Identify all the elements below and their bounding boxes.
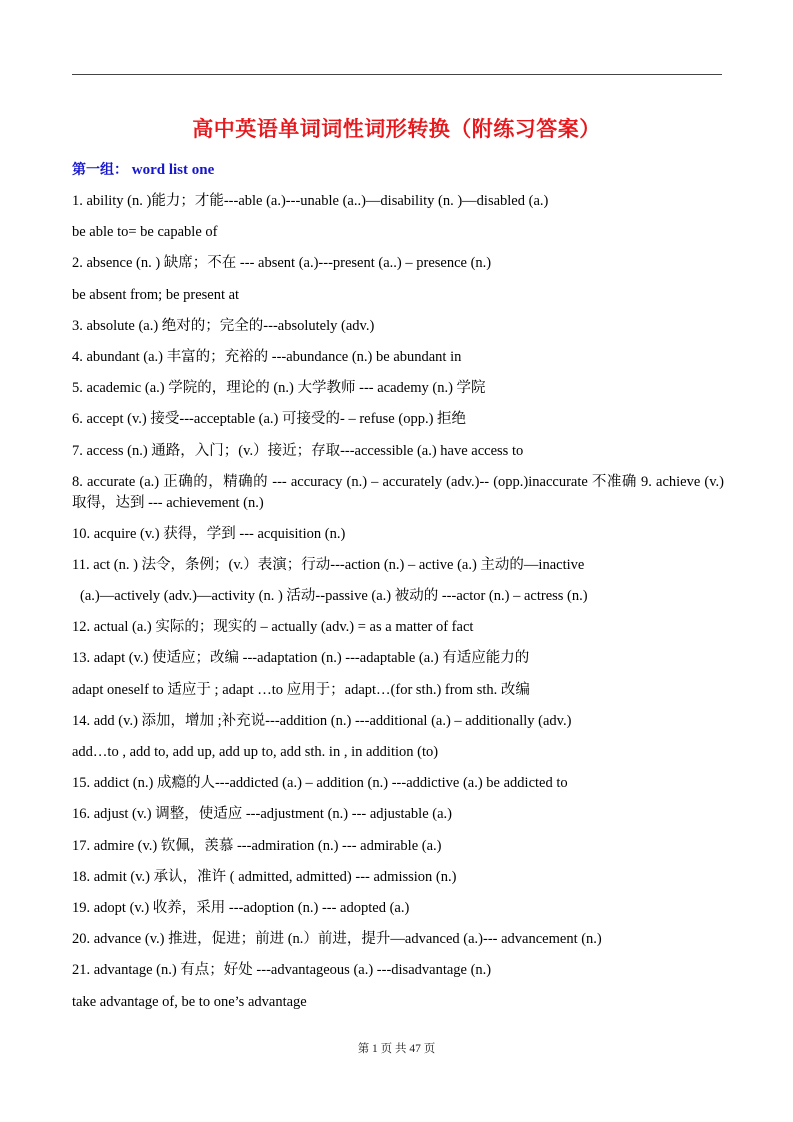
entry-line: be able to= be capable of	[72, 224, 218, 241]
entry-line: 17. admire (v.) 钦佩，羡慕 ---admiration (n.) --- admirable (a.)	[72, 837, 442, 854]
entry-line: 21. advantage (n.) 有点；好处 ---advantageous (a.) ---disadvantage (n.)	[72, 962, 492, 979]
entry-line: 15. addict (n.) 成瘾的人---addicted (a.) – addition (n.) ---addictive (a.) be addicted to	[72, 775, 568, 792]
entry-line: 5. academic (a.) 学院的，理论的 (n.) 大学教师 --- academy (n.) 学院	[72, 380, 486, 397]
entry-line: 18. admit (v.) 承认，准许 ( admitted, admitted) --- admission (n.)	[72, 868, 457, 885]
entry-line: 2. absence (n. ) 缺席；不在 --- absent (a.)---present (a..) – presence (n.)	[72, 255, 492, 272]
entry-line: 10. acquire (v.) 获得，学到 --- acquisition (n.)	[72, 525, 346, 542]
entry-line: 8. accurate (a.) 正确的，精确的 --- accuracy (n.) – accurately (adv.)-- (opp.)inaccurate 不准确 9. achieve (v.) 取得，达到 --- achievement (n.)	[72, 473, 724, 511]
entry-line: 19. adopt (v.) 收养，采用 ---adoption (n.) --- adopted (a.)	[72, 899, 410, 916]
entry-line: 14. add (v.) 添加，增加 ;补充说---addition (n.) ---additional (a.) – additionally (adv.)	[72, 712, 572, 729]
entry-line: (a.)—actively (adv.)—activity (n. ) 活动--passive (a.) 被动的 ---actor (n.) – actress (n.)	[80, 588, 588, 605]
entry-line: adapt oneself to 适应于 ; adapt …to 应用于；adapt…(for sth.) from sth. 改编	[72, 681, 530, 698]
entry-line: 16. adjust (v.) 调整，使适应 ---adjustment (n.) --- adjustable (a.)	[72, 806, 452, 823]
group-heading	[72, 159, 214, 181]
entry-line: 20. advance (v.) 推进，促进；前进 (n.）前进，提升—advanced (a.)--- advancement (n.)	[72, 931, 602, 948]
entry-line: 7. access (n.) 通路，入门；(v.）接近；存取---accessible (a.) have access to	[72, 442, 524, 459]
group-heading-name: word list one	[131, 162, 215, 178]
entry-line: take advantage of, be to one’s advantage	[72, 993, 307, 1010]
entry-line: be absent from; be present at	[72, 286, 240, 303]
header-rule	[72, 74, 722, 75]
document-title: 高中英语单词词性词形转换（附练习答案）	[192, 117, 601, 141]
entry-line: 12. actual (a.) 实际的；现实的 – actually (adv.) = as a matter of fact	[72, 619, 474, 636]
entry-line: 4. abundant (a.) 丰富的；充裕的 ---abundance (n.) be abundant in	[72, 348, 462, 365]
entry-line: 6. accept (v.) 接受---acceptable (a.) 可接受的- – refuse (opp.) 拒绝	[72, 411, 467, 428]
entry-line: 13. adapt (v.) 使适应；改编 ---adaptation (n.) ---adaptable (a.) 有适应能力的	[72, 650, 530, 667]
word-list	[72, 186, 724, 1018]
entry-line: 1. ability (n. )能力；才能---able (a.)---unable (a..)—disability (n. )—disabled (a.)	[72, 193, 549, 209]
group-heading-label: 第一组：	[72, 162, 128, 178]
page-number-footer: 第 1 页 共 47 页	[357, 1043, 436, 1055]
entry-line: add…to , add to, add up, add up to, add sth. in , in addition (to)	[72, 744, 439, 760]
entry-line: 11. act (n. ) 法令，条例；(v.）表演；行动---action (n.) – active (a.) 主动的—inactive	[72, 556, 585, 573]
entry-line: 3. absolute (a.) 绝对的；完全的---absolutely (adv.)	[72, 317, 375, 334]
